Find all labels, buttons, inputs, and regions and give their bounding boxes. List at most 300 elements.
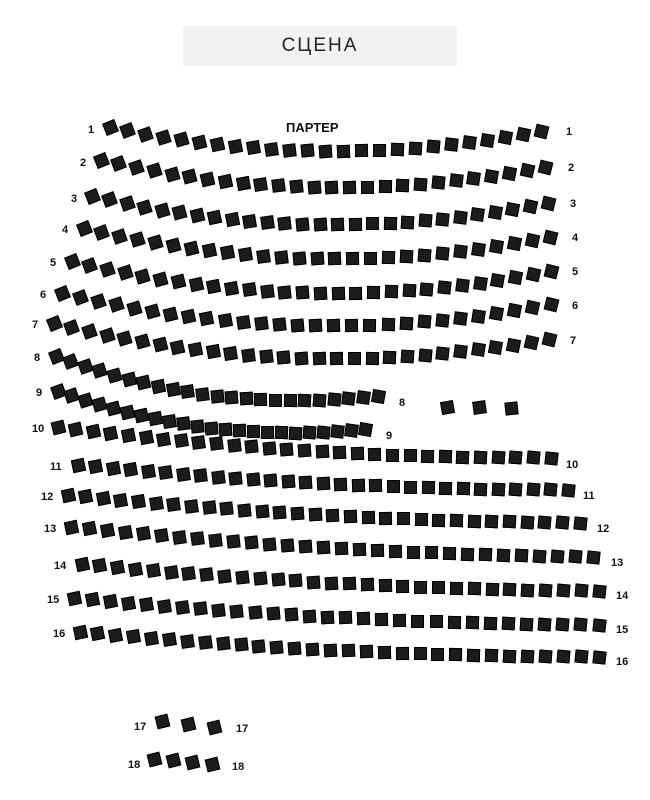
seat[interactable] bbox=[211, 470, 225, 484]
seat[interactable] bbox=[328, 252, 342, 266]
seat[interactable] bbox=[84, 188, 101, 205]
seat[interactable] bbox=[334, 542, 348, 556]
seat[interactable] bbox=[236, 176, 251, 191]
seat[interactable] bbox=[112, 228, 129, 245]
seat[interactable] bbox=[206, 344, 221, 359]
seat[interactable] bbox=[307, 180, 321, 194]
seat[interactable] bbox=[290, 318, 304, 332]
seat[interactable] bbox=[199, 568, 214, 583]
seat[interactable] bbox=[497, 130, 512, 145]
seat[interactable] bbox=[206, 719, 222, 735]
seat[interactable] bbox=[488, 340, 503, 355]
seat[interactable] bbox=[490, 273, 505, 288]
seat[interactable] bbox=[117, 265, 133, 281]
seat[interactable] bbox=[538, 516, 552, 530]
seat[interactable] bbox=[134, 408, 149, 423]
seat[interactable] bbox=[313, 218, 327, 232]
seat[interactable] bbox=[363, 319, 376, 332]
seat[interactable] bbox=[190, 531, 205, 546]
seat[interactable] bbox=[310, 252, 324, 266]
seat[interactable] bbox=[408, 141, 422, 155]
seat[interactable] bbox=[119, 195, 136, 212]
seat[interactable] bbox=[270, 640, 284, 654]
seat[interactable] bbox=[84, 592, 99, 607]
seat[interactable] bbox=[325, 576, 339, 590]
seat[interactable] bbox=[550, 549, 564, 563]
seat[interactable] bbox=[509, 451, 523, 465]
seat[interactable] bbox=[462, 135, 477, 150]
seat[interactable] bbox=[237, 503, 251, 517]
seat[interactable] bbox=[327, 393, 341, 407]
seat[interactable] bbox=[436, 212, 450, 226]
seat[interactable] bbox=[299, 476, 313, 490]
seat[interactable] bbox=[406, 546, 419, 559]
seat[interactable] bbox=[414, 647, 427, 660]
seat[interactable] bbox=[439, 482, 452, 495]
seat[interactable] bbox=[503, 583, 517, 597]
seat[interactable] bbox=[154, 528, 169, 543]
seat[interactable] bbox=[383, 217, 396, 230]
seat[interactable] bbox=[337, 144, 351, 158]
seat[interactable] bbox=[484, 169, 499, 184]
seat[interactable] bbox=[198, 635, 213, 650]
seat[interactable] bbox=[453, 210, 468, 225]
seat[interactable] bbox=[274, 250, 288, 264]
seat[interactable] bbox=[81, 521, 96, 536]
seat[interactable] bbox=[99, 523, 114, 538]
seat[interactable] bbox=[568, 550, 582, 564]
seat[interactable] bbox=[366, 351, 379, 364]
seat[interactable] bbox=[130, 231, 146, 247]
seat[interactable] bbox=[352, 543, 365, 556]
seat[interactable] bbox=[538, 617, 552, 631]
seat[interactable] bbox=[206, 279, 221, 294]
seat[interactable] bbox=[524, 233, 540, 249]
seat[interactable] bbox=[193, 468, 208, 483]
seat[interactable] bbox=[165, 753, 181, 769]
seat[interactable] bbox=[202, 500, 216, 514]
seat[interactable] bbox=[136, 527, 151, 542]
seat[interactable] bbox=[278, 285, 292, 299]
seat[interactable] bbox=[474, 482, 488, 496]
seat[interactable] bbox=[450, 582, 463, 595]
seat[interactable] bbox=[68, 421, 84, 437]
seat[interactable] bbox=[298, 539, 312, 553]
seat[interactable] bbox=[502, 515, 516, 529]
seat[interactable] bbox=[541, 331, 557, 347]
seat[interactable] bbox=[414, 581, 427, 594]
seat[interactable] bbox=[381, 318, 394, 331]
seat[interactable] bbox=[351, 447, 364, 460]
seat[interactable] bbox=[239, 392, 253, 406]
seat[interactable] bbox=[523, 199, 539, 215]
seat[interactable] bbox=[538, 650, 552, 664]
seat[interactable] bbox=[188, 277, 204, 293]
seat[interactable] bbox=[128, 159, 145, 176]
seat[interactable] bbox=[319, 144, 333, 158]
seat[interactable] bbox=[324, 643, 338, 657]
seat[interactable] bbox=[88, 459, 103, 474]
seat[interactable] bbox=[421, 481, 434, 494]
seat[interactable] bbox=[373, 144, 386, 157]
seat[interactable] bbox=[99, 261, 116, 278]
seat[interactable] bbox=[172, 205, 188, 221]
seat[interactable] bbox=[176, 467, 191, 482]
seat[interactable] bbox=[385, 285, 398, 298]
seat[interactable] bbox=[284, 608, 298, 622]
seat[interactable] bbox=[348, 218, 361, 231]
seat[interactable] bbox=[60, 487, 75, 502]
seat[interactable] bbox=[72, 624, 87, 639]
seat[interactable] bbox=[439, 399, 454, 414]
seat[interactable] bbox=[313, 286, 327, 300]
seat[interactable] bbox=[543, 263, 559, 279]
seat[interactable] bbox=[526, 483, 540, 497]
seat[interactable] bbox=[271, 179, 286, 194]
seat[interactable] bbox=[259, 349, 273, 363]
seat[interactable] bbox=[378, 579, 391, 592]
seat[interactable] bbox=[435, 246, 449, 260]
seat[interactable] bbox=[480, 133, 495, 148]
seat[interactable] bbox=[136, 375, 152, 391]
seat[interactable] bbox=[256, 249, 271, 264]
seat[interactable] bbox=[266, 607, 280, 621]
seat[interactable] bbox=[467, 171, 482, 186]
seat[interactable] bbox=[401, 350, 415, 364]
seat[interactable] bbox=[378, 646, 391, 659]
seat[interactable] bbox=[521, 650, 535, 664]
seat[interactable] bbox=[521, 583, 535, 597]
seat[interactable] bbox=[491, 451, 505, 465]
seat[interactable] bbox=[489, 306, 504, 321]
seat[interactable] bbox=[488, 205, 503, 220]
seat[interactable] bbox=[356, 390, 371, 405]
seat[interactable] bbox=[386, 480, 399, 493]
seat[interactable] bbox=[418, 248, 432, 262]
seat[interactable] bbox=[269, 394, 282, 407]
seat[interactable] bbox=[453, 311, 468, 326]
seat[interactable] bbox=[288, 641, 302, 655]
seat[interactable] bbox=[537, 159, 553, 175]
seat[interactable] bbox=[330, 352, 343, 365]
seat[interactable] bbox=[174, 132, 190, 148]
seat[interactable] bbox=[539, 583, 553, 597]
seat[interactable] bbox=[253, 572, 267, 586]
seat[interactable] bbox=[556, 584, 570, 598]
seat[interactable] bbox=[101, 192, 118, 209]
seat[interactable] bbox=[200, 171, 216, 187]
seat[interactable] bbox=[450, 514, 463, 527]
seat[interactable] bbox=[321, 610, 335, 624]
seat[interactable] bbox=[308, 508, 322, 522]
seat[interactable] bbox=[272, 317, 286, 331]
seat[interactable] bbox=[435, 313, 449, 327]
seat[interactable] bbox=[455, 278, 470, 293]
seat[interactable] bbox=[298, 394, 312, 408]
seat[interactable] bbox=[262, 537, 276, 551]
seat[interactable] bbox=[141, 464, 156, 479]
seat[interactable] bbox=[343, 181, 356, 194]
seat[interactable] bbox=[113, 493, 128, 508]
seat[interactable] bbox=[592, 650, 606, 664]
seat[interactable] bbox=[586, 550, 600, 564]
seat[interactable] bbox=[146, 563, 161, 578]
seat[interactable] bbox=[312, 394, 326, 408]
seat[interactable] bbox=[153, 271, 169, 287]
seat[interactable] bbox=[325, 181, 339, 195]
seat[interactable] bbox=[156, 129, 172, 145]
seat[interactable] bbox=[103, 426, 118, 441]
seat[interactable] bbox=[574, 618, 588, 632]
seat[interactable] bbox=[292, 251, 306, 265]
seat[interactable] bbox=[210, 389, 224, 403]
seat[interactable] bbox=[227, 438, 241, 452]
seat[interactable] bbox=[306, 642, 320, 656]
seat[interactable] bbox=[78, 489, 93, 504]
seat[interactable] bbox=[439, 450, 452, 463]
seat[interactable] bbox=[247, 425, 260, 438]
seat[interactable] bbox=[128, 561, 143, 576]
seat[interactable] bbox=[148, 235, 164, 251]
seat[interactable] bbox=[93, 152, 110, 169]
seat[interactable] bbox=[404, 449, 417, 462]
seat[interactable] bbox=[339, 611, 353, 625]
seat[interactable] bbox=[235, 570, 249, 584]
seat[interactable] bbox=[245, 440, 259, 454]
seat[interactable] bbox=[524, 334, 540, 350]
seat[interactable] bbox=[355, 144, 368, 157]
seat[interactable] bbox=[70, 457, 85, 472]
seat[interactable] bbox=[228, 471, 242, 485]
seat[interactable] bbox=[209, 437, 224, 452]
seat[interactable] bbox=[344, 510, 357, 523]
seat[interactable] bbox=[174, 433, 189, 448]
seat[interactable] bbox=[379, 511, 392, 524]
seat[interactable] bbox=[507, 303, 522, 318]
seat[interactable] bbox=[504, 401, 518, 415]
seat[interactable] bbox=[280, 538, 294, 552]
seat[interactable] bbox=[561, 483, 575, 497]
seat[interactable] bbox=[191, 435, 206, 450]
seat[interactable] bbox=[288, 426, 302, 440]
seat[interactable] bbox=[471, 309, 486, 324]
seat[interactable] bbox=[271, 573, 285, 587]
seat[interactable] bbox=[444, 137, 458, 151]
seat[interactable] bbox=[154, 202, 170, 218]
seat[interactable] bbox=[152, 337, 168, 353]
seat[interactable] bbox=[181, 309, 197, 325]
seat[interactable] bbox=[92, 558, 107, 573]
seat[interactable] bbox=[238, 247, 253, 262]
seat[interactable] bbox=[182, 169, 198, 185]
seat[interactable] bbox=[185, 754, 201, 770]
seat[interactable] bbox=[120, 122, 137, 139]
seat[interactable] bbox=[252, 639, 266, 653]
seat[interactable] bbox=[136, 199, 152, 215]
seat[interactable] bbox=[202, 243, 217, 258]
seat[interactable] bbox=[145, 303, 161, 319]
seat[interactable] bbox=[192, 134, 208, 150]
seat[interactable] bbox=[66, 590, 81, 605]
seat[interactable] bbox=[396, 647, 409, 660]
seat[interactable] bbox=[334, 478, 348, 492]
seat[interactable] bbox=[316, 541, 330, 555]
seat[interactable] bbox=[99, 327, 115, 343]
seat[interactable] bbox=[90, 626, 105, 641]
seat[interactable] bbox=[449, 648, 462, 661]
seat[interactable] bbox=[505, 202, 520, 217]
seat[interactable] bbox=[415, 513, 428, 526]
seat[interactable] bbox=[431, 176, 445, 190]
seat[interactable] bbox=[134, 334, 150, 350]
seat[interactable] bbox=[468, 582, 481, 595]
seat[interactable] bbox=[228, 139, 243, 154]
seat[interactable] bbox=[396, 580, 409, 593]
seat[interactable] bbox=[278, 216, 292, 230]
seat[interactable] bbox=[138, 430, 153, 445]
seat[interactable] bbox=[110, 560, 125, 575]
seat[interactable] bbox=[556, 618, 570, 632]
seat[interactable] bbox=[180, 384, 195, 399]
seat[interactable] bbox=[543, 483, 557, 497]
seat[interactable] bbox=[105, 461, 120, 476]
seat[interactable] bbox=[81, 323, 98, 340]
seat[interactable] bbox=[544, 451, 558, 465]
seat[interactable] bbox=[556, 650, 570, 664]
seat[interactable] bbox=[383, 351, 397, 365]
seat[interactable] bbox=[261, 426, 274, 439]
seat[interactable] bbox=[182, 566, 197, 581]
seat[interactable] bbox=[199, 311, 214, 326]
seat[interactable] bbox=[233, 424, 247, 438]
seat[interactable] bbox=[448, 616, 461, 629]
seat[interactable] bbox=[225, 212, 240, 227]
seat[interactable] bbox=[364, 252, 377, 265]
seat[interactable] bbox=[295, 217, 309, 231]
seat[interactable] bbox=[349, 286, 362, 299]
seat[interactable] bbox=[190, 419, 204, 433]
seat[interactable] bbox=[302, 426, 316, 440]
seat[interactable] bbox=[432, 513, 445, 526]
seat[interactable] bbox=[370, 388, 385, 403]
seat[interactable] bbox=[108, 297, 124, 313]
seat[interactable] bbox=[514, 549, 528, 563]
seat[interactable] bbox=[166, 381, 181, 396]
seat[interactable] bbox=[281, 475, 295, 489]
seat[interactable] bbox=[94, 224, 111, 241]
seat[interactable] bbox=[175, 600, 190, 615]
seat[interactable] bbox=[327, 319, 340, 332]
seat[interactable] bbox=[217, 569, 231, 583]
seat[interactable] bbox=[225, 391, 239, 405]
seat[interactable] bbox=[426, 139, 440, 153]
seat[interactable] bbox=[418, 214, 432, 228]
seat[interactable] bbox=[226, 534, 240, 548]
seat[interactable] bbox=[404, 481, 417, 494]
seat[interactable] bbox=[316, 425, 330, 439]
seat[interactable] bbox=[275, 426, 288, 439]
seat[interactable] bbox=[241, 348, 256, 363]
seat[interactable] bbox=[386, 448, 399, 461]
seat[interactable] bbox=[172, 530, 187, 545]
seat[interactable] bbox=[471, 343, 486, 358]
seat[interactable] bbox=[248, 606, 262, 620]
seat[interactable] bbox=[520, 515, 534, 529]
seat[interactable] bbox=[81, 257, 98, 274]
seat[interactable] bbox=[396, 179, 410, 193]
seat[interactable] bbox=[341, 392, 356, 407]
seat[interactable] bbox=[289, 180, 303, 194]
seat[interactable] bbox=[154, 713, 170, 729]
seat[interactable] bbox=[208, 533, 222, 547]
seat[interactable] bbox=[170, 339, 186, 355]
seat[interactable] bbox=[62, 353, 79, 370]
seat[interactable] bbox=[295, 351, 309, 365]
seat[interactable] bbox=[333, 446, 347, 460]
seat[interactable] bbox=[460, 547, 473, 560]
seat[interactable] bbox=[485, 583, 499, 597]
seat[interactable] bbox=[157, 599, 172, 614]
seat[interactable] bbox=[456, 450, 470, 464]
seat[interactable] bbox=[348, 352, 361, 365]
seat[interactable] bbox=[397, 512, 410, 525]
seat[interactable] bbox=[280, 442, 294, 456]
seat[interactable] bbox=[315, 445, 329, 459]
seat[interactable] bbox=[331, 218, 345, 232]
seat[interactable] bbox=[193, 602, 208, 617]
seat[interactable] bbox=[218, 174, 233, 189]
seat[interactable] bbox=[216, 636, 230, 650]
seat[interactable] bbox=[224, 281, 239, 296]
seat[interactable] bbox=[449, 174, 463, 188]
seat[interactable] bbox=[485, 649, 499, 663]
seat[interactable] bbox=[149, 496, 164, 511]
seat[interactable] bbox=[156, 432, 171, 447]
seat[interactable] bbox=[453, 244, 468, 259]
seat[interactable] bbox=[357, 612, 370, 625]
seat[interactable] bbox=[526, 451, 540, 465]
seat[interactable] bbox=[254, 393, 267, 406]
seat[interactable] bbox=[253, 177, 268, 192]
seat[interactable] bbox=[54, 285, 71, 302]
seat[interactable] bbox=[502, 617, 516, 631]
seat[interactable] bbox=[46, 315, 63, 332]
seat[interactable] bbox=[102, 119, 119, 136]
seat[interactable] bbox=[388, 545, 401, 558]
seat[interactable] bbox=[63, 319, 80, 336]
seat[interactable] bbox=[146, 163, 162, 179]
seat[interactable] bbox=[471, 242, 486, 257]
seat[interactable] bbox=[470, 208, 485, 223]
seat[interactable] bbox=[351, 478, 364, 491]
seat[interactable] bbox=[326, 509, 340, 523]
seat[interactable] bbox=[496, 548, 510, 562]
seat[interactable] bbox=[135, 268, 151, 284]
seat[interactable] bbox=[466, 616, 479, 629]
seat[interactable] bbox=[255, 504, 269, 518]
seat[interactable] bbox=[509, 483, 523, 497]
seat[interactable] bbox=[234, 638, 248, 652]
seat[interactable] bbox=[282, 143, 296, 157]
seat[interactable] bbox=[420, 282, 434, 296]
seat[interactable] bbox=[472, 400, 487, 415]
seat[interactable] bbox=[307, 575, 321, 589]
seat[interactable] bbox=[273, 505, 287, 519]
seat[interactable] bbox=[158, 466, 173, 481]
seat[interactable] bbox=[360, 645, 373, 658]
seat[interactable] bbox=[520, 617, 534, 631]
seat[interactable] bbox=[63, 519, 78, 534]
